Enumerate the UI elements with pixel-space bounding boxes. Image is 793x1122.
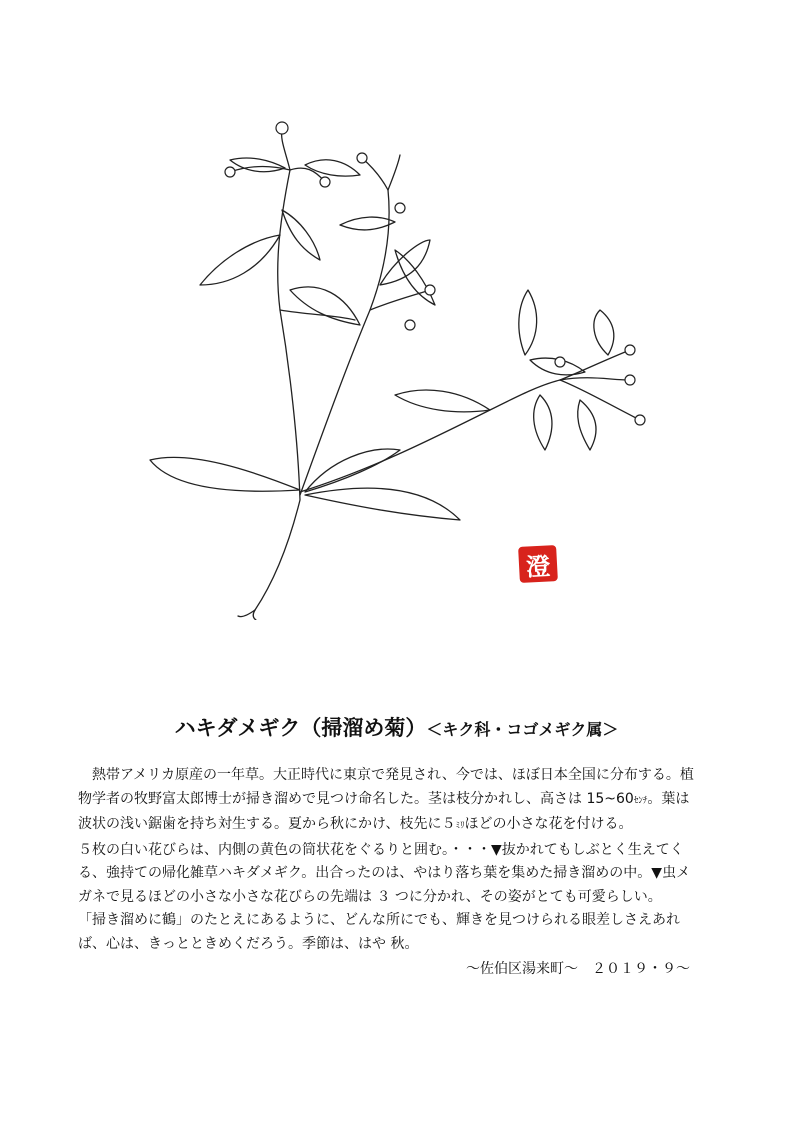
text-line: る、強持ての帰化雑草ハキダメギク。出合ったのは、やはり落ち葉を集めた掃き溜めの中。▼虫メ [78, 865, 691, 881]
leaf [594, 310, 614, 355]
plant-illustration [130, 110, 670, 620]
text-line: ば、心は、きっとときめくだろう。季節は、はや 秋。 [78, 935, 419, 952]
text-line: ５枚の白い花びらは、内側の黄色の筒状花をぐるりと囲む。・・・▼抜かれてもしぶとく生えてく [78, 841, 684, 858]
flower-head [625, 375, 635, 385]
text-line: 物学者の牧野富太郎博士が掃き溜めで見つけ命名した。茎は枝分かれし、高さは 15~60ｾﾝﾁ。葉は [78, 790, 690, 807]
flower-head [405, 320, 415, 330]
leaf [578, 400, 596, 450]
flower-head [225, 167, 235, 177]
location-date-signature: ～佐伯区湯来町～ ２０１９・９～ [466, 961, 690, 977]
title-classification: ＜キク科・コゴメギク属＞ [426, 720, 619, 739]
leaf [534, 395, 552, 450]
leaf [519, 290, 537, 355]
leaf [150, 457, 300, 491]
flower-head [320, 177, 330, 187]
flower-head [625, 345, 635, 355]
text-line: 「掃き溜めに鶴」のたとえにあるように、どんな所にでも、輝きを見つけられる眼差しさえあれ [78, 912, 680, 928]
leaf [282, 210, 320, 260]
flower-head [555, 357, 565, 367]
leaf [395, 390, 490, 412]
leaf [340, 217, 395, 230]
leaf [380, 240, 430, 285]
artist-seal: 澄 [518, 545, 558, 583]
page-title [0, 712, 793, 742]
text-line: 波状の浅い鋸歯を持ち対生する。夏から秋にかけ、枝先に５ﾐﾘほどの小さな花を付ける。 [78, 816, 633, 832]
title-main: ハキダメギク（掃溜め菊） [174, 716, 427, 740]
flower-head [276, 122, 288, 134]
leaf [305, 488, 460, 520]
leaf [305, 160, 360, 176]
flower-head [635, 415, 645, 425]
stem-right [300, 380, 560, 492]
flower-head [425, 285, 435, 295]
flower-head [357, 153, 367, 163]
flower-head [395, 203, 405, 213]
leaf [200, 235, 280, 285]
text-line: 熱帯アメリカ原産の一年草。大正時代に東京で発見され、今では、ほぼ日本全国に分布する。植 [78, 767, 694, 783]
body-text [78, 764, 718, 956]
text-line: ガネで見るほどの小さな小さな花びらの先端は ３ つに分かれ、その姿がとても可愛らしい。 [78, 888, 662, 905]
